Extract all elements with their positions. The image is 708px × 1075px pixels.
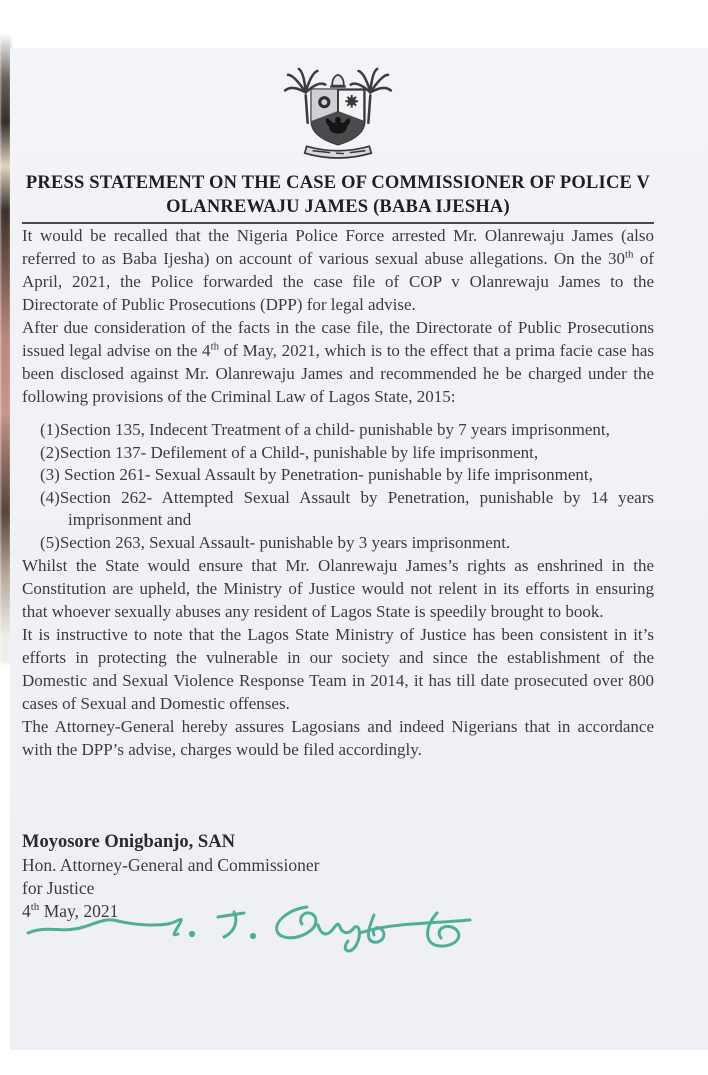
charge-marker: (2) xyxy=(40,442,60,462)
charge-item-1 xyxy=(40,419,654,442)
title-line-2: OLANREWAJU JAMES (BABA IJESHA) xyxy=(166,197,510,217)
charge-marker: (3) xyxy=(40,465,60,484)
document-content xyxy=(22,48,654,923)
charge-text: Section 262- Attempted Sexual Assault by Penetration, punishable by 14 years imprisonment and xyxy=(59,487,654,529)
signature-ink xyxy=(22,893,474,959)
logo-container xyxy=(22,66,654,160)
shield-icon xyxy=(312,90,365,145)
charge-marker: (4) xyxy=(40,487,60,507)
charge-marker: (1) xyxy=(40,420,60,439)
charge-item-2 xyxy=(40,442,654,465)
charge-text: Section 137- Defilement of a Child-, punishable by life imprisonment, xyxy=(59,442,539,462)
title-line-1: PRESS STATEMENT ON THE CASE OF COMMISSIONER OF POLICE V xyxy=(25,173,651,193)
lagos-state-coat-of-arms-icon xyxy=(279,66,397,160)
attorney-general-assurance-paragraph: The Attorney-General hereby assures Lagosians and indeed Nigerians that in accordance with the DPP’s advise, charges would be filed accordingly. xyxy=(22,717,654,759)
charges-list xyxy=(40,419,654,554)
charge-text: Section 261- Sexual Assault by Penetration- punishable by life imprisonment, xyxy=(59,465,593,484)
charge-item-3 xyxy=(40,464,654,487)
crest-icon xyxy=(330,75,346,87)
charge-text: Section 263, Sexual Assault- punishable by 3 years imprisonment. xyxy=(59,532,511,552)
signatory-name: Moyosore Onigbanjo, SAN xyxy=(22,832,235,852)
statement-date: 4th May, 2021 xyxy=(22,901,119,921)
charge-item-4 xyxy=(40,487,654,532)
rights-paragraph: Whilst the State would ensure that Mr. Olanrewaju James’s rights as enshrined in the Constitution are upheld, the Ministry of Justice would not relent in its efforts in ensuring that whoever sexually abuses any resident of Lagos State is speedily brought to book. xyxy=(22,556,654,621)
intro-paragraph: It would be recalled that the Nigeria Police Force arrested Mr. Olanrewaju James (also referred to as Baba Ijesha) on account of various sexual abuse allegations. On the 30th of April, 2021, the Police forwarded the case file of COP v Olanrewaju James to the Directorate of Public Prosecutions (DPP) for legal advise. xyxy=(22,226,654,314)
press-statement-title xyxy=(22,171,654,219)
document-sheet xyxy=(10,48,708,1050)
charge-item-5 xyxy=(40,532,654,555)
ministry-record-paragraph: It is instructive to note that the Lagos State Ministry of Justice has been consistent in it’s efforts in protecting the vulnerable in our society and since the establishment of the Domestic and Sexual Violence Response Team in 2014, it has till date prosecuted over 800 cases of Sexual and Domestic offenses. xyxy=(22,625,654,713)
dpp-advise-paragraph: After due consideration of the facts in the case file, the Directorate of Public Prosecutions issued legal advise on the 4th of May, 2021, which is to the effect that a prima facie case has been disclosed against Mr. Olanrewaju James and recommended he be charged under the following provisions of the Criminal Law of Lagos State, 2015: xyxy=(22,318,654,406)
charge-text: Section 135, Indecent Treatment of a child- punishable by 7 years imprisonment, xyxy=(59,420,610,439)
signatory-office-line-2: for Justice xyxy=(22,878,95,898)
signatory-office-line-1: Hon. Attorney-General and Commissioner xyxy=(22,855,320,875)
motto-ribbon-icon xyxy=(305,146,372,158)
charge-marker: (5) xyxy=(40,532,60,552)
